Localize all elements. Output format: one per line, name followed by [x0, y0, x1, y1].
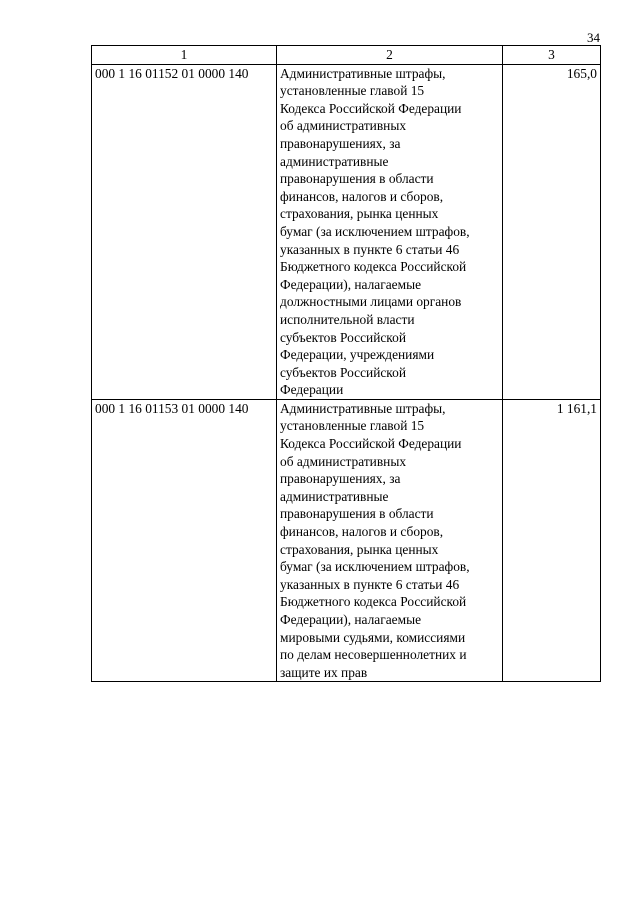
- amount-cell: 165,0: [503, 64, 601, 399]
- column-header-2: 2: [277, 46, 503, 65]
- description-cell: Административные штрафы, установленные главой 15 Кодекса Российской Федерации об административных правонарушениях, за административные правонарушения в области финансов, налогов и сборов, страхования, рынка ценных бумаг (за исключением штрафов, указанных в пункте 6 статьи 46 Бюджетного кодекса Российской Федерации), налагаемые мировыми судьями, комиссиями по делам несовершеннолетних и защите их прав: [277, 399, 503, 682]
- budget-code-cell: 000 1 16 01152 01 0000 140: [92, 64, 277, 399]
- page-number: 34: [587, 30, 600, 45]
- budget-code-cell: 000 1 16 01153 01 0000 140: [92, 399, 277, 682]
- table-header-row: [92, 46, 601, 65]
- budget-table: [91, 45, 601, 682]
- table-row: [92, 64, 601, 399]
- column-header-1: 1: [92, 46, 277, 65]
- table-row: [92, 399, 601, 682]
- description-cell: Административные штрафы, установленные главой 15 Кодекса Российской Федерации об административных правонарушениях, за административные правонарушения в области финансов, налогов и сборов, страхования, рынка ценных бумаг (за исключением штрафов, указанных в пункте 6 статьи 46 Бюджетного кодекса Российской Федерации), налагаемые должностными лицами органов исполнительной власти субъектов Российской Федерации, учреждениями субъектов Российской Федерации: [277, 64, 503, 399]
- column-header-3: 3: [503, 46, 601, 65]
- amount-cell: 1 161,1: [503, 399, 601, 682]
